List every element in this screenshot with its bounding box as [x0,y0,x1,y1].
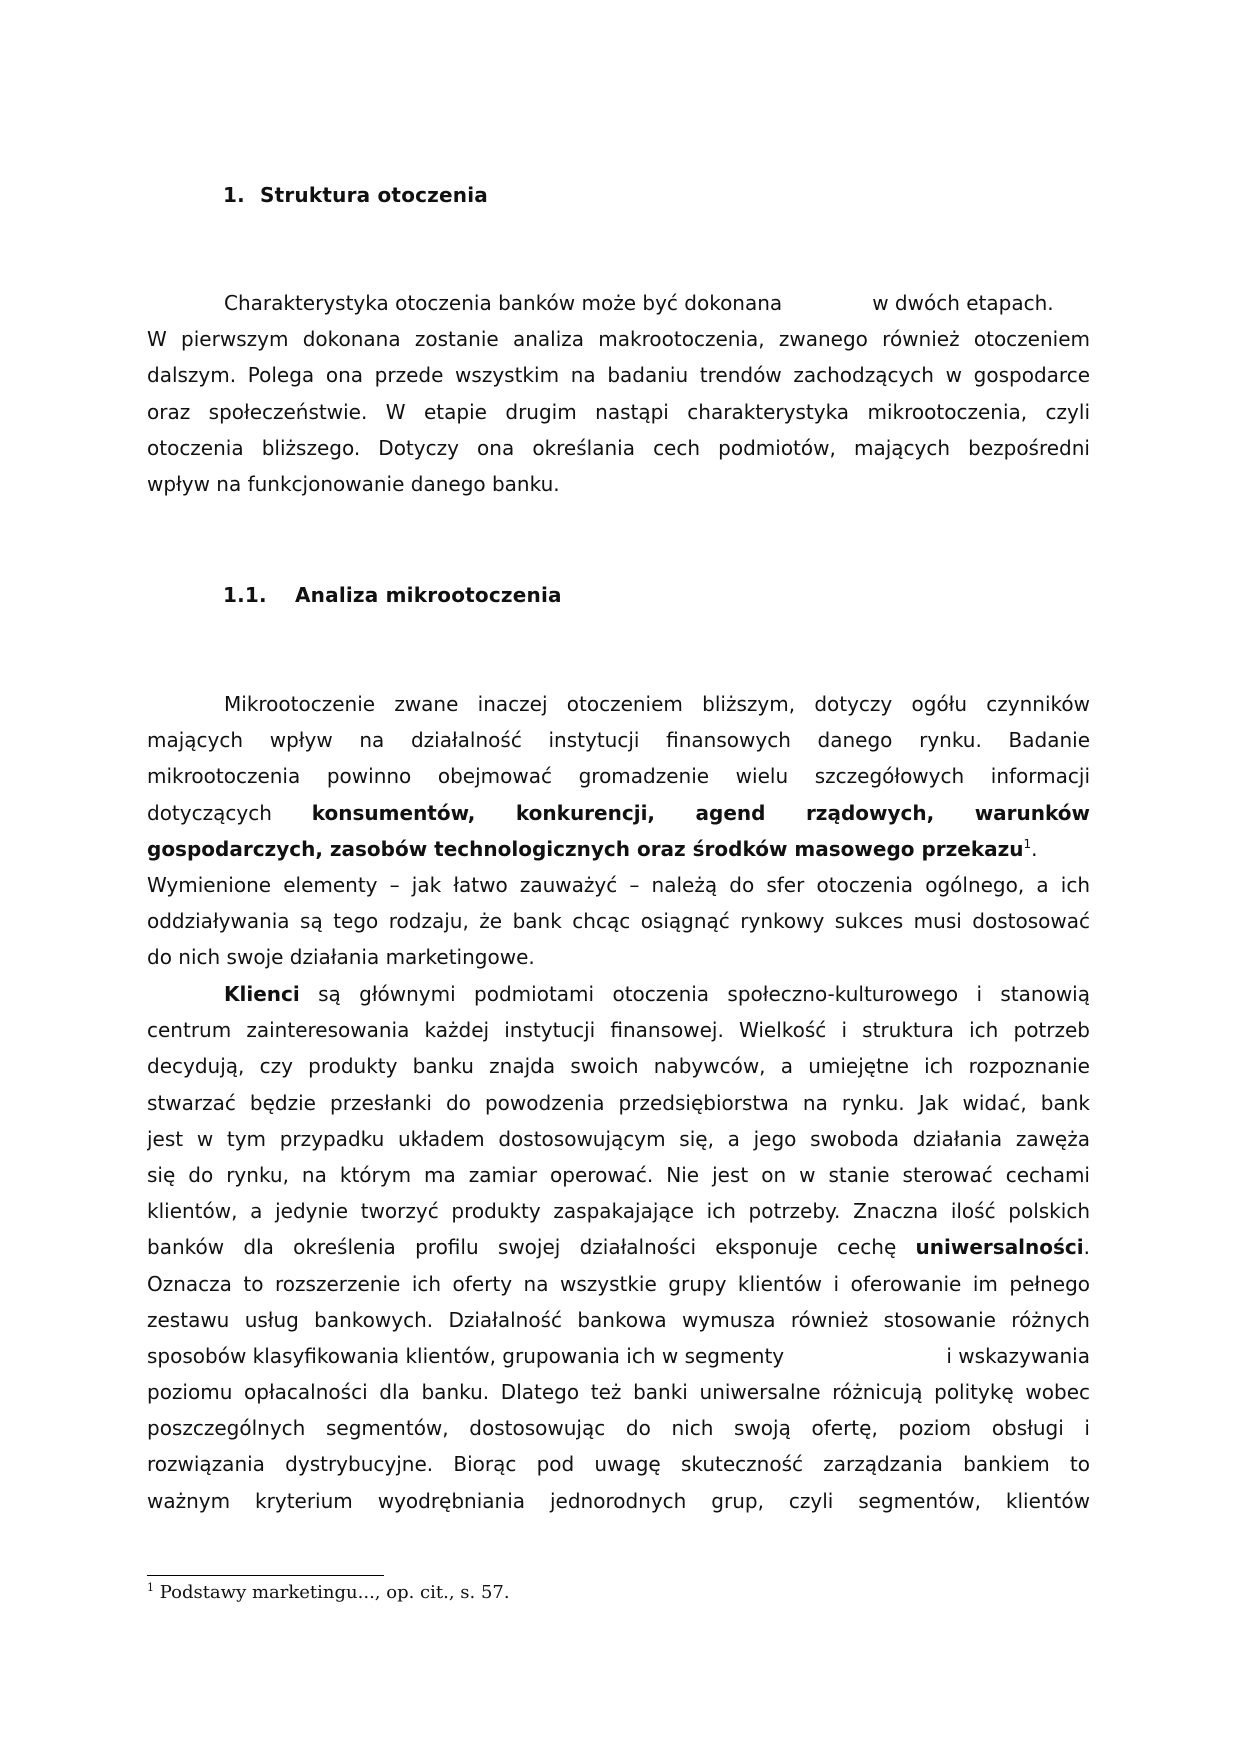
text-line: klientów, a jedynie tworzyć produkty zaspakajające ich potrzeby. Znaczna ilość polskich [147,1199,1090,1224]
text-line: Charakterystyka otoczenia banków może być dokonana w dwóch etapach. [224,291,1054,315]
text-line: dalszym. Polega ona przede wszystkim na badaniu trendów zachodzących w gospodarce [147,363,1090,388]
clients-paragraph [147,976,1090,1519]
intro-paragraph [147,285,1090,502]
section-heading-1-1 [223,583,562,607]
text-line: ważnym kryterium wyodrębniania jednorodnych grup, czyli segmentów, klientów [147,1488,1090,1513]
footnote-separator [147,1575,384,1576]
text-line: rozwiązania dystrybucyjne. Biorąc pod uwagę skuteczność zarządzania bankiem to [147,1452,1090,1477]
text-line: gospodarczych, zasobów technologicznych oraz środków masowego przekazu$^1$. [147,836,1038,861]
footnote-reference: 1 [1023,836,1032,851]
text-line: centrum zainteresowania każdej instytucji finansowej. Wielkość i struktura ich potrzeb [147,1018,1090,1043]
footnote [147,1582,510,1603]
text-line: Mikrootoczenie zwane inaczej otoczeniem bliższym, dotyczy ogółu czynników [224,692,1090,716]
text-line: stwarzać będzie przesłanki do powodzenia przedsiębiorstwa na rynku. Jak widać, bank [147,1090,1090,1115]
text-line: Wymienione elementy – jak łatwo zauważyć – należą do sfer otoczenia ogólnego, a ich [147,872,1090,897]
text-line: Klienci są głównymi podmiotami otoczenia społeczno-kulturowego i stanowią [224,982,1090,1006]
text-line: zestawu usług bankowych. Działalność bankowa wymusza również stosowanie różnych [147,1307,1090,1332]
microenvironment-paragraph [147,686,1090,976]
heading-number: 1. [223,183,245,207]
text-line: Oznacza to rozszerzenie ich oferty na wszystkie grupy klientów i oferowanie im pełnego [147,1271,1090,1296]
text-line: banków dla określenia profilu swojej działalności eksponuje cechę uniwersalności. [147,1235,1090,1260]
text-line: do nich swoje działania marketingowe. [147,945,535,970]
text-line: wpływ na funkcjonowanie danego banku. [147,471,560,496]
footnote-mark: 1 [147,1581,154,1594]
text-line: mających wpływ na działalność instytucji finansowych danego rynku. Badanie [147,728,1090,753]
text-line: oddziaływania są tego rodzaju, że bank chcąc osiągnąć rynkowy sukces musi dostosować [147,909,1090,934]
text-line: się do rynku, na którym ma zamiar operować. Nie jest on w stanie sterować cechami [147,1162,1090,1187]
section-heading-1 [223,183,488,207]
text-line: dotyczących konsumentów, konkurencji, agend rządowych, warunków [147,800,1090,825]
text-line: poziomu opłacalności dla banku. Dlatego też banki uniwersalne różnicują politykę wobec [147,1380,1090,1405]
text-line: poszczególnych segmentów, dostosowując do nich swoją ofertę, poziom obsługi i [147,1416,1090,1441]
text-line: decydują, czy produkty banku znajda swoich nabywców, a umiejętne ich rozpoznanie [147,1054,1090,1079]
heading-title: Analiza mikrootoczenia [295,583,562,607]
text-line: W pierwszym dokonana zostanie analiza makrootoczenia, zwanego również otoczeniem [147,327,1090,352]
heading-title: Struktura otoczenia [260,183,488,207]
text-line: oraz społeczeństwie. W etapie drugim nastąpi charakterystyka mikrootoczenia, czyli [147,399,1090,424]
text-line: mikrootoczenia powinno obejmować gromadzenie wielu szczegółowych informacji [147,764,1090,789]
text-line: otoczenia bliższego. Dotyczy ona określania cech podmiotów, mających bezpośredni [147,435,1090,460]
text-line: jest w tym przypadku układem dostosowującym się, a jego swoboda działania zawęża [147,1126,1090,1151]
text-line: sposobów klasyfikowania klientów, grupowania ich w segmenty i wskazywania [147,1343,1090,1368]
heading-number: 1.1. [223,583,267,607]
footnote-text: Podstawy marketingu..., op. cit., s. 57. [154,1582,510,1603]
